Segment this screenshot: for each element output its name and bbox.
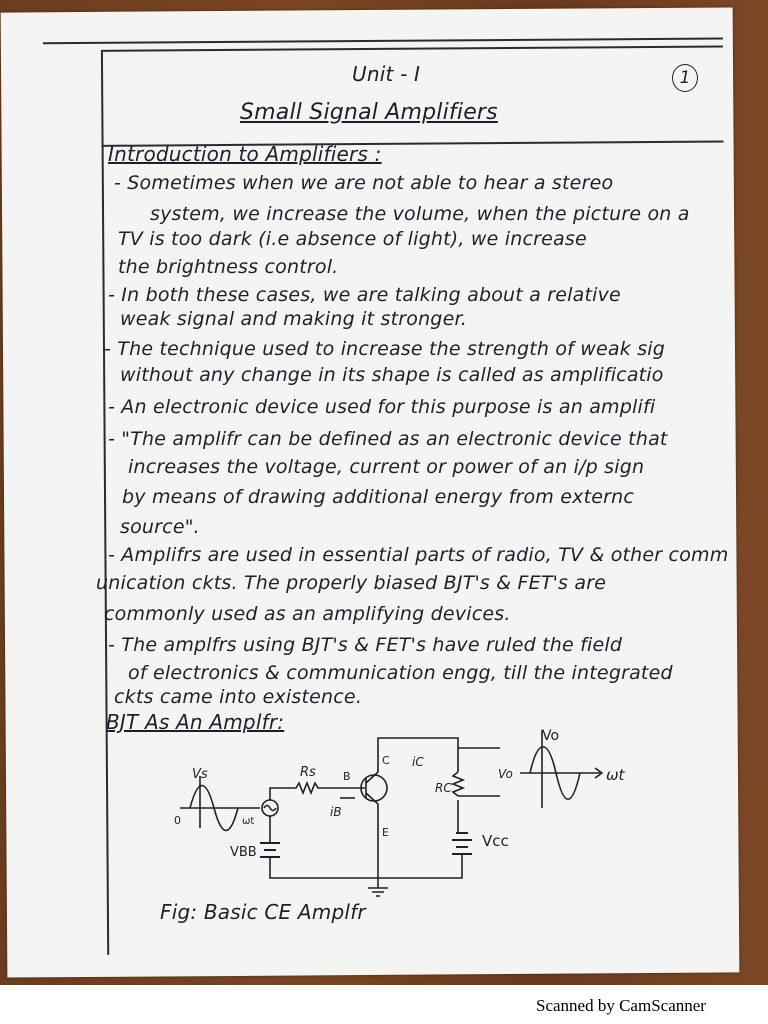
output-wt-label: ωt xyxy=(606,766,625,784)
note-line: increases the voltage, current or power of an i/p sign xyxy=(128,456,645,478)
note-line: commonly used as an amplifying devices. xyxy=(104,603,511,625)
vo-output-label: Vo xyxy=(498,767,513,781)
note-line: weak signal and making it stronger. xyxy=(120,308,467,330)
rc-label: RC xyxy=(435,781,452,795)
vbb-battery-icon xyxy=(260,843,280,857)
input-wt-label: ωt xyxy=(242,816,255,827)
page-title: Small Signal Amplifiers xyxy=(240,100,498,125)
page-number: 1 xyxy=(672,64,698,92)
vcc-battery-icon xyxy=(452,833,472,854)
note-line: by means of drawing additional energy from externc xyxy=(122,486,635,508)
note-line: - The amplfrs using BJT's & FET's have ruled the field xyxy=(108,634,623,656)
scanner-watermark: Scanned by CamScanner xyxy=(536,996,706,1015)
note-line: TV is too dark (i.e absence of light), we increase xyxy=(118,228,587,250)
vo-wave-label: Vo xyxy=(542,728,560,744)
section-heading-intro: Introduction to Amplifiers : xyxy=(108,142,382,166)
origin-label: 0 xyxy=(174,814,181,827)
note-line: source". xyxy=(120,516,200,538)
collector-resistor-rc xyxy=(453,772,463,796)
note-line: - An electronic device used for this purpose is an amplifi xyxy=(108,396,656,418)
note-line: unication ckts. The properly biased BJT's & FET's are xyxy=(96,572,607,594)
emitter-label: E xyxy=(382,826,389,839)
vs-label: Vs xyxy=(192,767,208,782)
note-line: - In both these cases, we are talking about a relative xyxy=(108,284,621,306)
signal-source-wave xyxy=(264,806,276,811)
ground-icon xyxy=(368,888,388,896)
note-line: - "The amplifr can be defined as an electronic device that xyxy=(108,428,668,450)
note-line: system, we increase the volume, when the picture on a xyxy=(150,203,690,225)
note-line: of electronics & communication engg, till the integrated xyxy=(128,662,673,684)
note-line: without any change in its shape is called as amplificatio xyxy=(120,364,664,386)
ic-label: iC xyxy=(412,755,424,769)
vcc-return-wire xyxy=(378,854,462,878)
collector-label: C xyxy=(382,754,390,767)
section-heading-bjt: BJT As An Amplfr: xyxy=(106,710,285,734)
ce-amplifier-circuit xyxy=(170,728,640,928)
note-line: - Sometimes when we are not able to hear a stereo xyxy=(114,172,614,194)
note-line: the brightness control. xyxy=(118,256,339,278)
ib-label: iB xyxy=(330,805,342,819)
output-terminals xyxy=(458,748,500,796)
vbb-return-wire xyxy=(270,857,378,878)
rs-label: Rs xyxy=(300,765,316,780)
base-label: B xyxy=(343,770,351,783)
unit-label: Unit - I xyxy=(352,62,421,86)
note-line: - Amplifrs are used in essential parts of radio, TV & other comm xyxy=(108,544,729,566)
note-line: - The technique used to increase the strength of weak sig xyxy=(104,338,666,360)
vbb-label: VBB xyxy=(230,845,257,860)
figure-caption: Fig: Basic CE Amplfr xyxy=(160,900,366,924)
vcc-label: Vcc xyxy=(482,832,509,850)
note-line: ckts came into existence. xyxy=(114,686,363,708)
